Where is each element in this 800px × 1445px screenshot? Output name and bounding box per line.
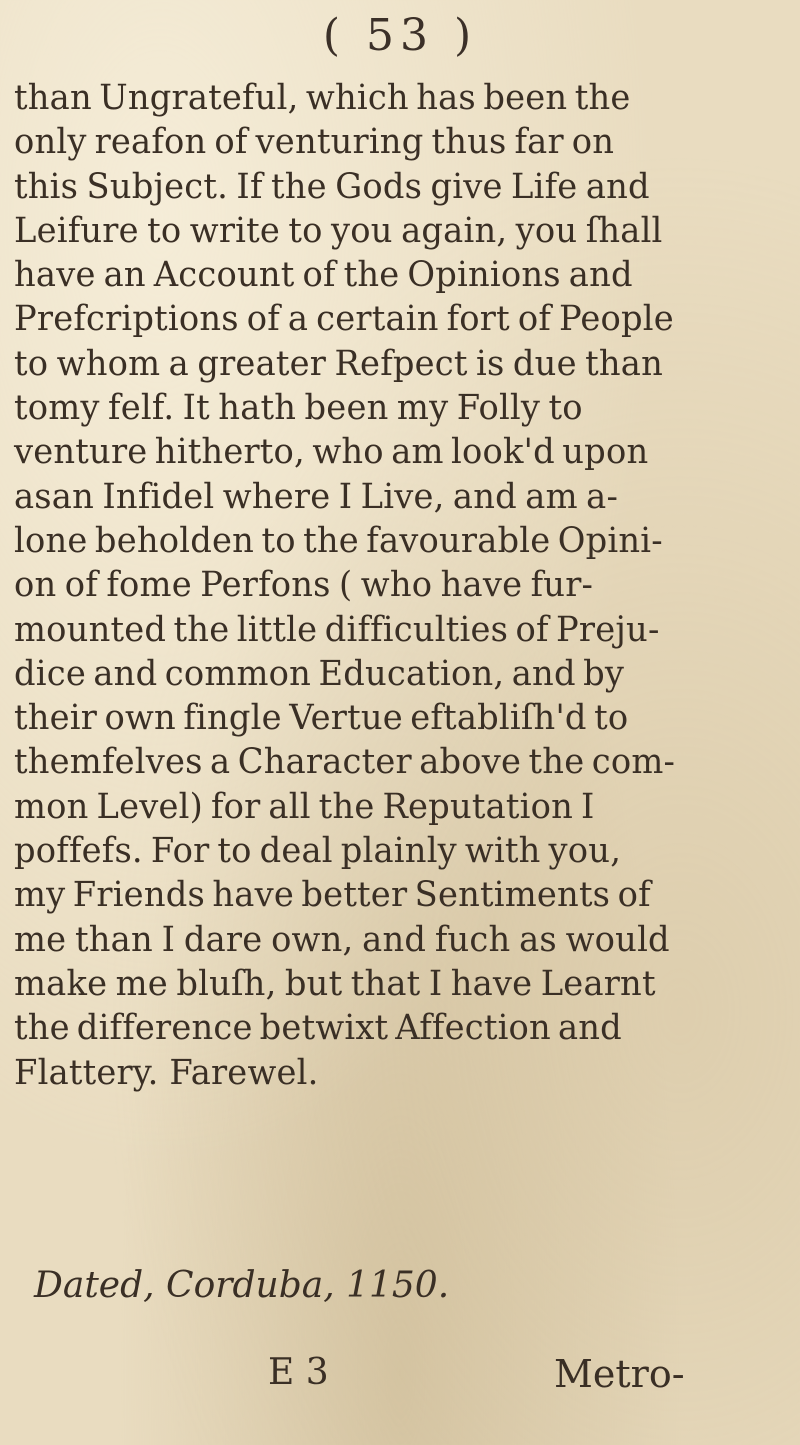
text-line: poffefs. For to deal plainly with you,	[14, 831, 622, 872]
text-line: Leifure to write to you again, you ſhall	[14, 210, 663, 251]
text-line: lone beholden to the favourable Opini-	[14, 520, 663, 561]
text-line: mounted the little difficulties of Preju-	[14, 609, 660, 650]
body-text	[14, 76, 800, 1095]
text-line: me than I dare own, and fuch as would	[14, 919, 670, 960]
catchword: Metro-	[554, 1352, 685, 1396]
text-line: asan Infidel where I Live, and am a-	[14, 476, 619, 517]
text-line: their own fingle Vertue eftabliſh'd to	[14, 698, 629, 739]
text-line: only reafon of venturing thus far on	[14, 122, 615, 163]
text-line: this Subject. If the Gods give Life and	[14, 166, 650, 207]
text-line: themfelves a Character above the com-	[14, 742, 676, 783]
page-number: ( 53 )	[322, 10, 478, 61]
text-line: make me bluſh, but that I have Learnt	[14, 963, 656, 1004]
text-line: the difference betwixt Affection and	[14, 1008, 622, 1049]
text-line: tomy felf. It hath been my Folly to	[14, 388, 583, 429]
text-line: Flattery. Farewel.	[14, 1052, 319, 1093]
text-line: mon Level) for all the Reputation I	[14, 786, 595, 827]
text-line: on of fome Perfons ( who have fur-	[14, 565, 594, 606]
text-line: my Friends have better Sentiments of	[14, 875, 651, 916]
text-line: Prefcriptions of a certain fort of People	[14, 299, 674, 340]
signature-mark: E 3	[268, 1352, 329, 1393]
dateline: Dated, Corduba, 1150.	[34, 1265, 450, 1306]
text-line: venture hitherto, who am look'd upon	[14, 432, 649, 473]
text-line: dice and common Education, and by	[14, 653, 625, 694]
text-line: than Ungrateful, which has been the	[14, 78, 631, 118]
text-line: have an Account of the Opinions and	[14, 255, 633, 296]
text-line: to whom a greater Refpect is due than	[14, 343, 663, 384]
